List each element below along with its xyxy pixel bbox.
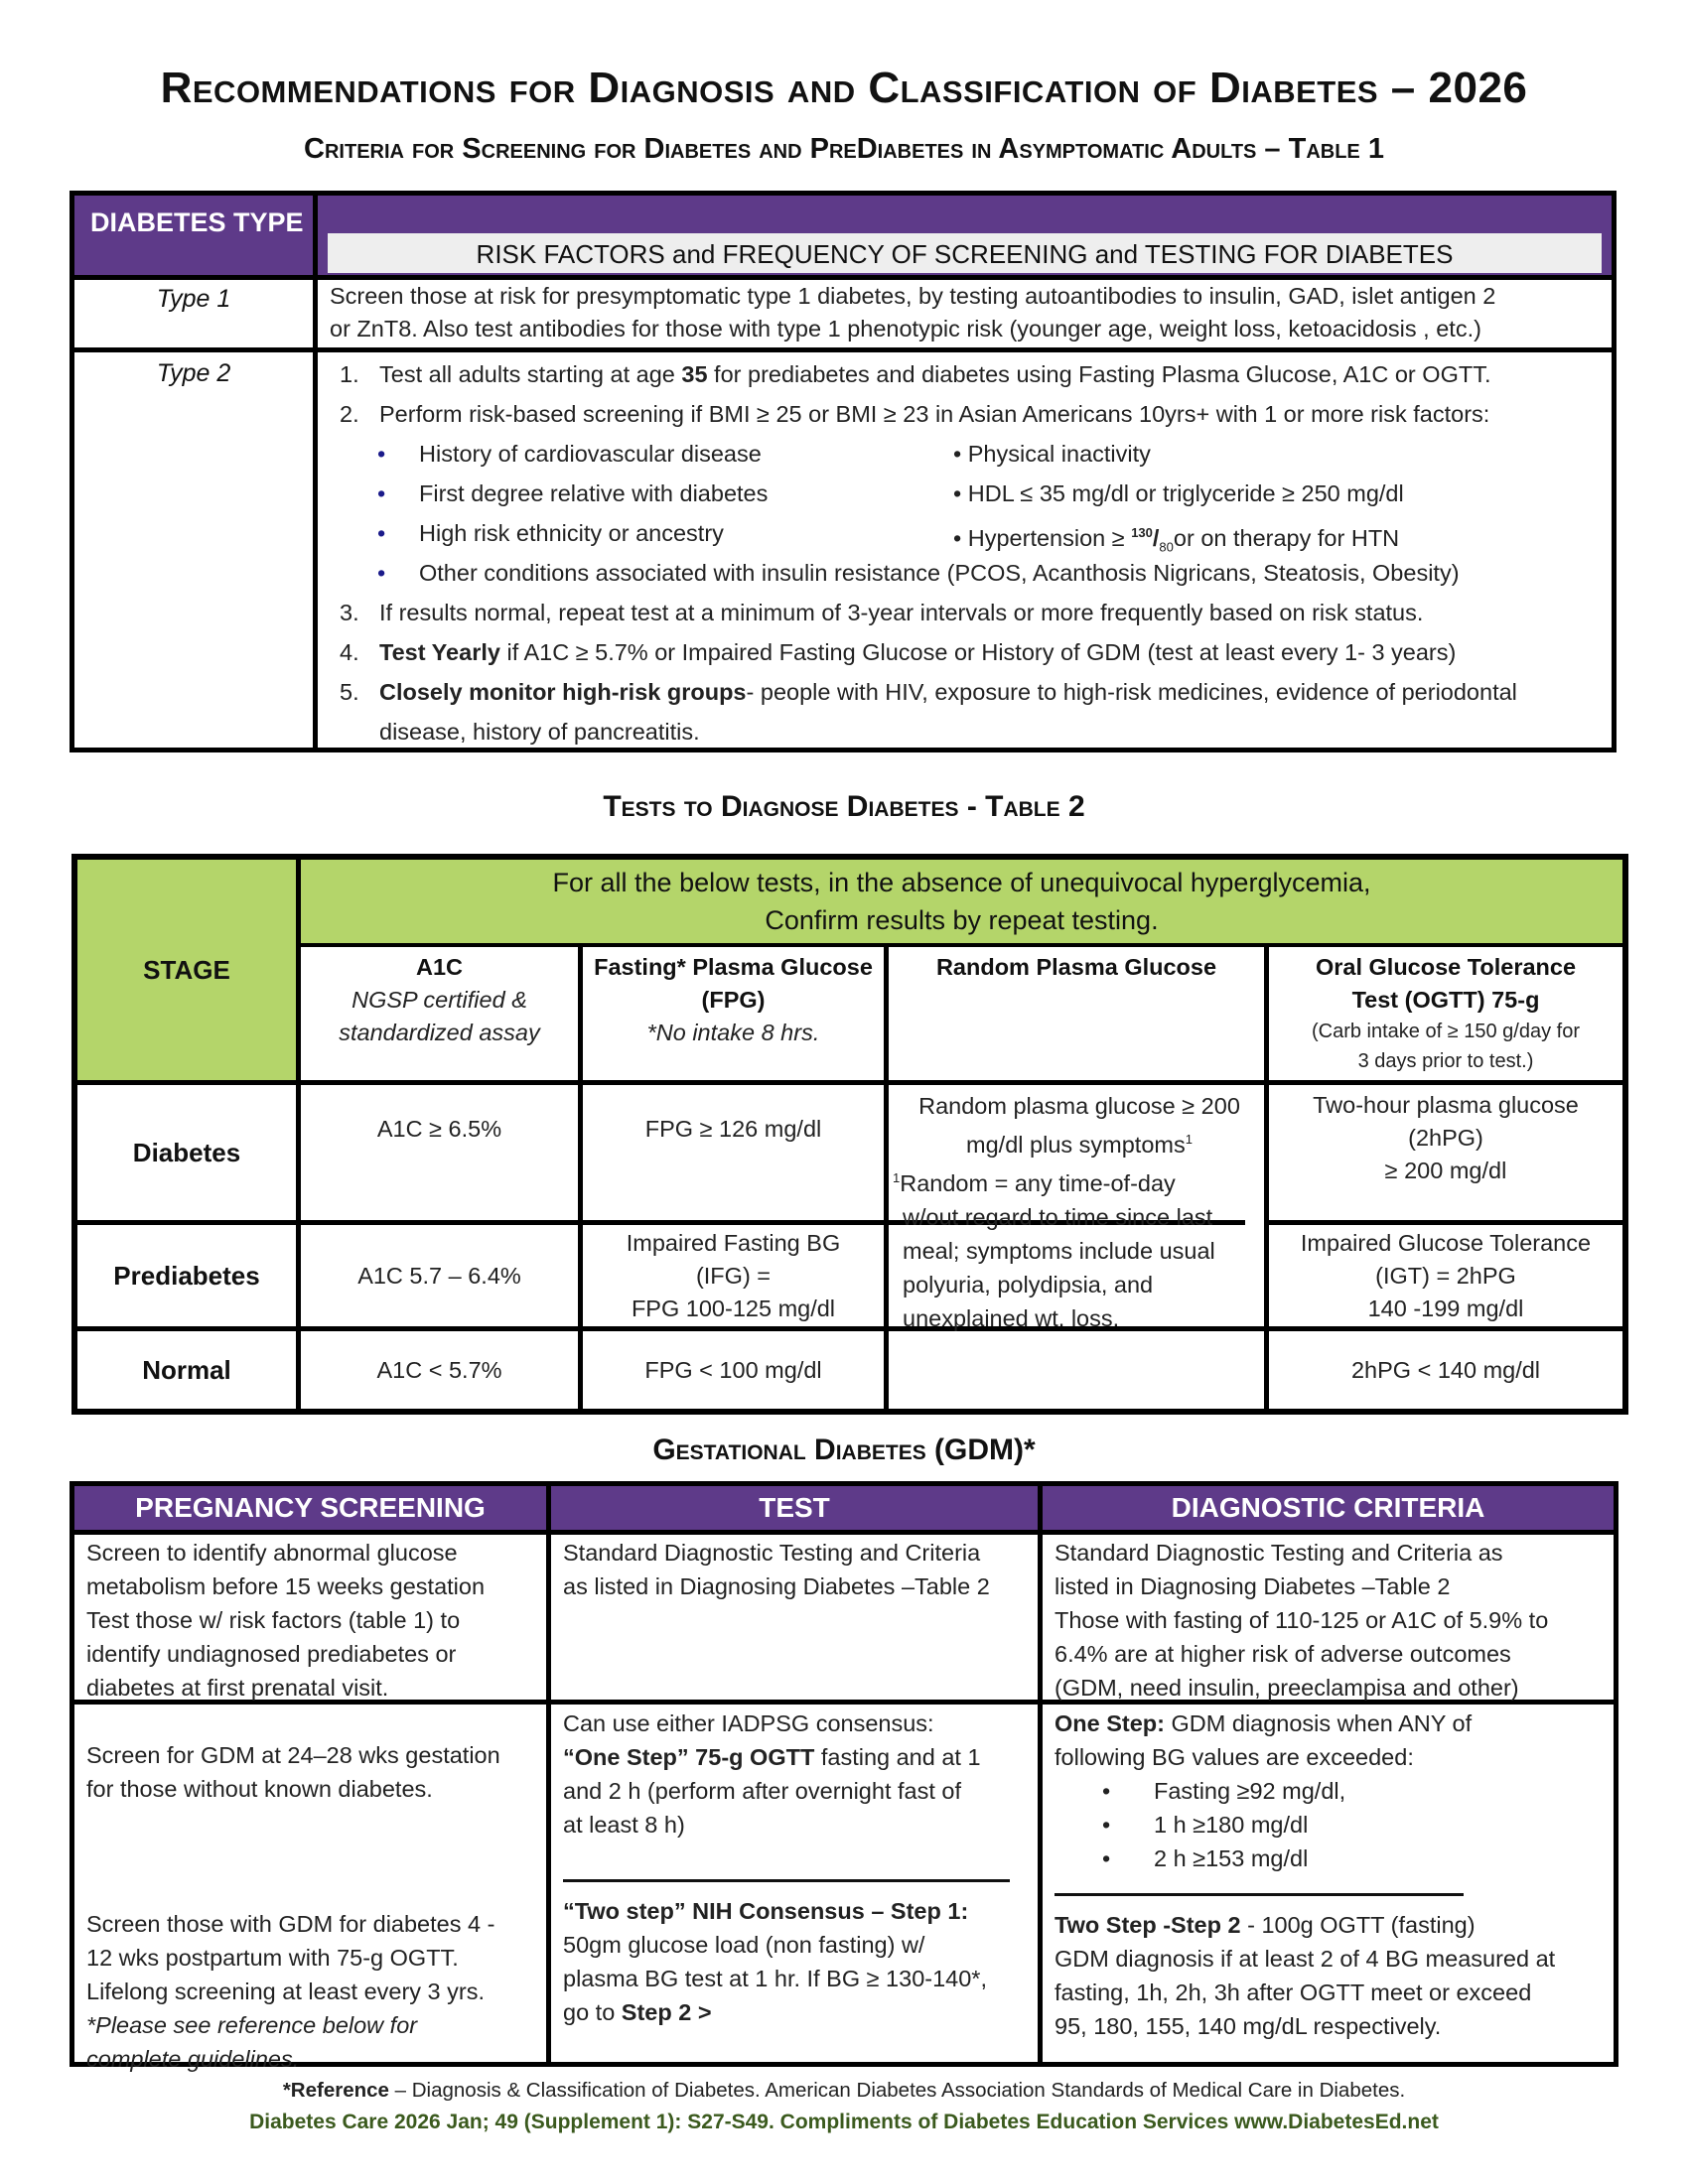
a1c-diabetes: A1C ≥ 6.5% [376, 1116, 502, 1142]
stage-diabetes: Diabetes [132, 1137, 241, 1167]
type2-label: Type 2 [156, 359, 231, 387]
ogtt-diabetes: Two-hour plasma glucose (2hPG) ≥ 200 mg/dl [1313, 1092, 1579, 1183]
separator [1055, 1893, 1464, 1896]
random-glucose-criteria: Random plasma glucose ≥ 200 mg/dl plus symptoms$^1$ $^1$Random = any time-of-day w/out regard to time since last meal; symptoms include usual polyuria, polydipsia, and unexplained wt. loss. [893, 1093, 1240, 1331]
bullet-icon: • [1102, 1845, 1111, 1871]
stage-normal: Normal [142, 1354, 231, 1385]
bullet-icon: • [377, 520, 386, 546]
confirm-banner: For all the below tests, in the absence of unequivocal hyperglycemia, Confirm results by repeat testing. [301, 860, 1622, 943]
type1-label: Type 1 [156, 285, 231, 313]
risk-factors-header [318, 196, 1612, 275]
citation: Diabetes Care 2026 Jan; 49 (Supplement 1): S27-S49. Compliments of Diabetes Education Services www.DiabetesEd.net [249, 2111, 1439, 2133]
separator [563, 1879, 1010, 1882]
stage-header: STAGE [77, 860, 296, 1080]
early-criteria-cell: Standard Diagnostic Testing and Criteria as listed in Diagnosing Diabetes –Table 2 Those with fasting of 110-125 or A1C of 5.9% to 6.4% are at higher risk of adverse outcomes (GDM, need insulin, preeclampisa and other) [1055, 1540, 1549, 1701]
diabetes-type-header: DIABETES TYPE [74, 196, 313, 275]
early-test-cell: Standard Diagnostic Testing and Criteria as listed in Diagnosing Diabetes –Table 2 [563, 1540, 990, 1599]
bullet-icon: • [1102, 1812, 1111, 1838]
risk-factors-header-label: RISK FACTORS and FREQUENCY OF SCREENING and TESTING FOR DIABETES [328, 233, 1602, 273]
fpg-diabetes: FPG ≥ 126 mg/dl [644, 1116, 822, 1142]
type2-description [318, 354, 1612, 751]
risk-factor-row: • History of cardiovascular disease • Physical inactivity [318, 434, 1612, 474]
table3-title: Gestational Diabetes (GDM)* [652, 1433, 1036, 1466]
row-divider [74, 1530, 1614, 1535]
table1-title: Criteria for Screening for Diabetes and PreDiabetes in Asymptomatic Adults – Table 1 [304, 133, 1384, 165]
gdm-test-cell: Can use either IADPSG consensus: “One Step” 75-g OGTT fasting and at 1 and 2 h (perform after overnight fast of at least 8 h) “Two step” NIH Consensus – Step 1: 50gm glucose load (non fasting) w/ plasma BG test at 1 hr. If BG ≥ 130-140*, go to Step 2 > [551, 1706, 1038, 2029]
list-item: 5. Closely monitor high-risk groups- people with HIV, exposure to high-risk medicines, evidence of periodontal disease, history of pancreatitis. [340, 679, 1517, 745]
test-header: TEST [551, 1486, 1038, 1530]
a1c-prediabetes: A1C 5.7 – 6.4% [357, 1262, 521, 1289]
type1-line: or ZnT8. Also test antibodies for those with type 1 phenotypic risk (younger age, weight loss, ketoacidosis , etc.) [330, 316, 1481, 341]
table2-title: Tests to Diagnose Diabetes - Table 2 [603, 790, 1085, 823]
gdm-screening-cell: Screen for GDM at 24–28 wks gestation for those without known diabetes. Screen those with GDM for diabetes 4 - 12 wks postpartum with 75-g OGTT. Lifelong screening at least every 3 yrs. *Please see reference below for complete guidelines. [86, 1742, 500, 2072]
one-step-thresholds [1055, 1774, 1602, 1875]
ogtt-prediabetes: Impaired Glucose Tolerance (IGT) = 2hPG 140 -199 mg/dl [1300, 1229, 1592, 1321]
ogtt-header: Oral Glucose Tolerance Test (OGTT) 75-g (Carb intake of ≥ 150 g/day for 3 days prior to test.) [1311, 954, 1580, 1072]
list-item: • 1 h ≥180 mg/dl [1055, 1808, 1602, 1842]
bullet-icon: • [1102, 1778, 1111, 1804]
bullet-icon: • [377, 560, 386, 586]
screening-table [70, 191, 1617, 752]
diagnostic-criteria-header: DIAGNOSTIC CRITERIA [1043, 1486, 1614, 1530]
random-normal [889, 1331, 1264, 1409]
pregnancy-screening-header: PREGNANCY SCREENING [74, 1486, 546, 1530]
fpg-header: Fasting* Plasma Glucose (FPG) *No intake 8 hrs. [594, 954, 873, 1045]
diagnosis-table [71, 854, 1628, 1415]
list-item: • Fasting ≥92 mg/dl, [1055, 1774, 1602, 1808]
page-title: Recommendations for Diagnosis and Classification of Diabetes – 2026 [160, 64, 1528, 112]
type1-line: Screen those at risk for presymptomatic type 1 diabetes, by testing autoantibodies to insulin, GAD, islet antigen 2 [330, 283, 1496, 309]
bullet-icon: • [377, 480, 386, 506]
risk-factor-row: • Other conditions associated with insulin resistance (PCOS, Acanthosis Nigricans, Steatosis, Obesity) [318, 553, 1612, 593]
fpg-prediabetes: Impaired Fasting BG (IFG) = FPG 100-125 mg/dl [626, 1229, 841, 1321]
list-item: 4. Test Yearly if A1C ≥ 5.7% or Impaired Fasting Glucose or History of GDM (test at least every 1- 3 years) [340, 639, 1457, 665]
type2-list [318, 354, 1612, 434]
random-glucose-header: Random Plasma Glucose [935, 954, 1217, 980]
early-screening-cell: Screen to identify abnormal glucose metabolism before 15 weeks gestation Test those w/ risk factors (table 1) to identify undiagnosed prediabetes or diabetes at first prenatal visit. [86, 1540, 486, 1701]
risk-factor-row: • High risk ethnicity or ancestry • Hypertension ≥ $^{130}/_{80}or$ on therapy for HTN [318, 513, 1612, 553]
gestational-diabetes-table [70, 1481, 1618, 2072]
list-item: 3. If results normal, repeat test at a minimum of 3-year intervals or more frequently based on risk status. [340, 600, 1424, 625]
bullet-icon: • [377, 441, 386, 467]
type1-description [318, 280, 1612, 345]
stage-prediabetes: Prediabetes [113, 1260, 260, 1291]
row-divider [74, 347, 1612, 352]
reference-note: *Reference – Diagnosis & Classification of Diabetes. American Diabetes Association Standards of Medical Care in Diabetes. [282, 2079, 1406, 2102]
list-item: • 2 h ≥153 mg/dl [1055, 1842, 1602, 1875]
list-item: 2. Perform risk-based screening if BMI ≥ 25 or BMI ≥ 23 in Asian Americans 10yrs+ with 1 or more risk factors: [340, 401, 1490, 427]
fpg-normal: FPG < 100 mg/dl [644, 1356, 822, 1383]
risk-factor-row: • First degree relative with diabetes • HDL ≤ 35 mg/dl or triglyceride ≥ 250 mg/dl [318, 474, 1612, 513]
a1c-header: A1C NGSP certified & standardized assay [339, 954, 540, 1045]
type2-list-continued [318, 593, 1612, 751]
gdm-criteria-cell: One Step: GDM diagnosis when ANY of following BG values are exceeded: • Fasting ≥92 mg/dl, • 1 h ≥180 mg/dl • 2 h ≥153 mg/dl Two Step -Step 2 - 100g OGTT (fasting) GDM diagnosis if at least 2 of 4 BG measured at fasting, 1h, 2h, 3h after OGTT meet or exceed 95, 180, 155, 140 mg/dL respectively. [1043, 1706, 1614, 2043]
list-item: 1. Test all adults starting at age 35 for prediabetes and diabetes using Fasting Plasma Glucose, A1C or OGTT. [340, 361, 1491, 387]
a1c-normal: A1C < 5.7% [376, 1356, 502, 1383]
ogtt-normal: 2hPG < 140 mg/dl [1350, 1356, 1541, 1383]
